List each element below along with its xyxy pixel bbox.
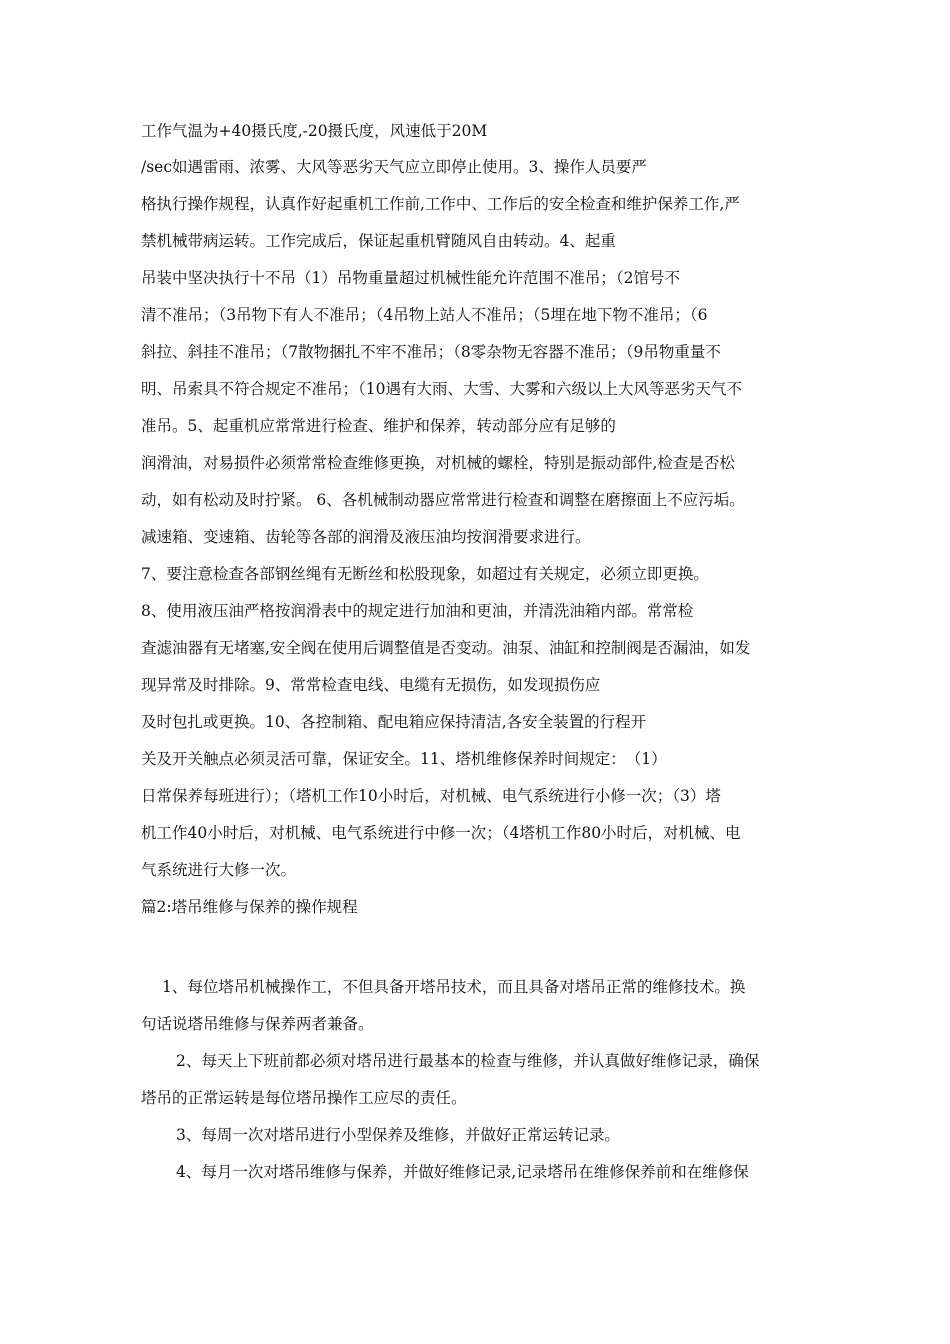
text-line: 清不准吊；（3吊物下有人不准吊；（4吊物上站人不准吊；（5埋在地下物不准吊；（6 — [141, 306, 708, 324]
text-line: 工作气温为+40摄氏度,-20摄氏度，风速低于20M — [141, 122, 488, 140]
text-line: 8、使用液压油严格按润滑表中的规定进行加油和更油，并清洗油箱内部。常常检 — [141, 602, 694, 620]
text-line: 1、每位塔吊机械操作工，不但具备开塔吊技术，而且具备对塔吊正常的维修技术。换 — [162, 978, 746, 996]
text-line: 4、每月一次对塔吊维修与保养，并做好维修记录,记录塔吊在维修保养前和在维修保 — [176, 1163, 749, 1181]
text-line: 格执行操作规程，认真作好起重机工作前,工作中、工作后的安全检查和维护保养工作,严 — [141, 195, 740, 213]
text-line: 7、要注意检查各部钢丝绳有无断丝和松股现象，如超过有关规定，必须立即更换。 — [141, 565, 709, 583]
text-line: 动，如有松动及时拧紧。 6、各机械制动器应常常进行检查和调整在磨擦面上不应污垢。 — [141, 491, 745, 509]
text-line: 塔吊的正常运转是每位塔吊操作工应尽的责任。 — [141, 1089, 467, 1107]
text-line: 气系统进行大修一次。 — [141, 861, 297, 879]
text-line: /sec如遇雷雨、浓雾、大风等恶劣天气应立即停止使用。3、操作人员要严 — [141, 158, 647, 176]
text-line: 减速箱、变速箱、齿轮等各部的润滑及液压油均按润滑要求进行。 — [141, 528, 591, 546]
text-line: 斜拉、斜挂不准吊；（7散物捆扎不牢不准吊；（8零杂物无容器不准吊；（9吊物重量不 — [141, 343, 721, 361]
text-line: 3、每周一次对塔吊进行小型保养及维修，并做好正常运转记录。 — [176, 1126, 620, 1144]
text-line: 明、吊索具不符合规定不准吊；（10遇有大雨、大雪、大雾和六级以上大风等恶劣天气不 — [141, 380, 742, 398]
text-line: 句话说塔吊维修与保养两者兼备。 — [141, 1015, 374, 1033]
section-heading: 篇2:塔吊维修与保养的操作规程 — [141, 898, 358, 916]
text-line: 2、每天上下班前都必须对塔吊进行最基本的检查与维修，并认真做好维修记录，确保 — [176, 1052, 760, 1070]
text-line: 查滤油器有无堵塞,安全阀在使用后调整值是否变动。油泵、油缸和控制阀是否漏油，如发 — [141, 639, 751, 657]
text-line: 准吊。5、起重机应常常进行检查、维护和保养，转动部分应有足够的 — [141, 417, 616, 435]
text-line: 关及开关触点必须灵活可靠，保证安全。11、塔机维修保养时间规定： （1） — [141, 750, 667, 768]
text-line: 机工作40小时后，对机械、电气系统进行中修一次；（4塔机工作80小时后，对机械、电 — [141, 824, 741, 842]
text-line: 日常保养每班进行）；（塔机工作10小时后，对机械、电气系统进行小修一次；（3）塔 — [141, 787, 721, 805]
text-line: 吊装中坚决执行十不吊（1）吊物重量超过机械性能允许范围不准吊；（2馆号不 — [141, 269, 680, 287]
text-line: 现异常及时排除。9、常常检查电线、电缆有无损伤，如发现损伤应 — [141, 676, 601, 694]
text-line: 及时包扎或更换。10、各控制箱、配电箱应保持清洁,各安全装置的行程开 — [141, 713, 647, 731]
text-line: 润滑油，对易损件必须常常检查维修更换，对机械的螺栓，特别是振动部件,检查是否松 — [141, 454, 735, 472]
text-line: 禁机械带病运转。工作完成后，保证起重机臂随风自由转动。4、起重 — [141, 232, 616, 250]
